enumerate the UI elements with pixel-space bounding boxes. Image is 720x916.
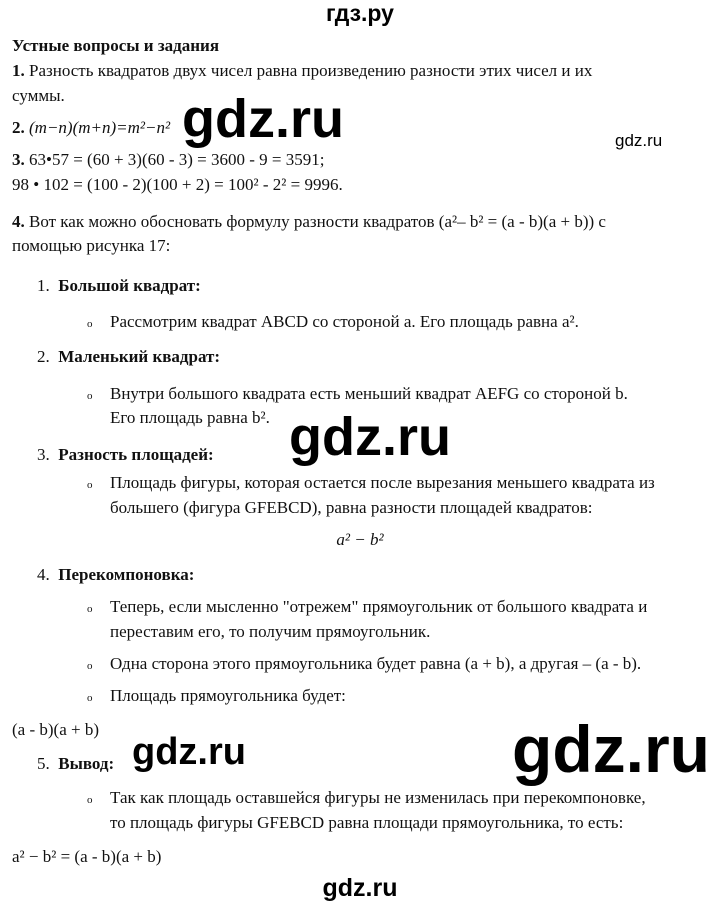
watermark: gdz.ru	[289, 407, 451, 467]
bullet-icon: o	[87, 794, 93, 806]
q3-line1: 3. 63•57 = (60 + 3)(60 - 3) = 3600 - 9 = 3591;	[12, 150, 325, 169]
q4-line2: помощью рисунка 17:	[12, 236, 171, 255]
site-header: гдз.ру	[326, 0, 394, 26]
section-heading: Устные вопросы и задания	[12, 36, 220, 55]
step-3-bullet-line2: большего (фигура GFEBCD), равна разности площадей квадратов:	[110, 498, 593, 517]
watermark: gdz.ru	[182, 89, 344, 149]
step-2-bullet-line2: Его площадь равна b².	[110, 408, 270, 427]
q1-line2: суммы.	[12, 86, 65, 105]
watermark: gdz.ru	[615, 131, 663, 150]
bullet-icon: o	[87, 660, 93, 672]
q3-line2: 98 • 102 = (100 - 2)(100 + 2) = 100² - 2² = 9996.	[12, 175, 343, 194]
step-4-bullet-1-line2: переставим его, то получим прямоугольник.	[110, 622, 431, 641]
watermark: gdz.ru	[322, 874, 398, 902]
step-5-formula: a² − b² = (a - b)(a + b)	[12, 847, 162, 866]
step-4-title: 4. Перекомпоновка:	[37, 565, 195, 584]
bullet-icon: o	[87, 479, 93, 491]
step-3-formula: a² − b²	[336, 530, 384, 549]
step-3-bullet-line1: Площадь фигуры, которая остается после вырезания меньшего квадрата из	[110, 473, 655, 492]
bullet-icon: o	[87, 390, 93, 402]
bullet-icon: o	[87, 603, 93, 615]
step-3-title: 3. Разность площадей:	[37, 445, 214, 464]
step-4-formula: (a - b)(a + b)	[12, 720, 99, 739]
step-2-bullet-line1: Внутри большого квадрата есть меньший квадрат AEFG со стороной b.	[110, 384, 628, 403]
step-1-bullet: Рассмотрим квадрат ABCD со стороной a. Его площадь равна a².	[110, 312, 579, 331]
step-1-title: 1. Большой квадрат:	[37, 276, 201, 295]
step-2-title: 2. Маленький квадрат:	[37, 347, 221, 366]
step-5-bullet-line1: Так как площадь оставшейся фигуры не изменилась при перекомпоновке,	[110, 788, 646, 807]
step-4-bullet-2: Одна сторона этого прямоугольника будет равна (a + b), а другая – (a - b).	[110, 654, 642, 673]
watermark: gdz.ru	[132, 731, 246, 773]
q1-line1: 1. Разность квадратов двух чисел равна произведению разности этих чисел и их	[12, 61, 593, 80]
watermark: gdz.ru	[512, 712, 710, 786]
step-4-bullet-3: Площадь прямоугольника будет:	[110, 686, 346, 705]
bullet-icon: o	[87, 692, 93, 704]
q4-line1: 4. Вот как можно обосновать формулу разности квадратов (a²– b² = (a - b)(a + b)) с	[12, 212, 606, 231]
step-5-bullet-line2: то площадь фигуры GFEBCD равна площади прямоугольника, то есть:	[110, 813, 624, 832]
bullet-icon: o	[87, 318, 93, 330]
q2-line: 2. (m−n)(m+n)=m²−n²	[12, 118, 171, 137]
step-4-bullet-1-line1: Теперь, если мысленно "отрежем" прямоугольник от большого квадрата и	[110, 597, 648, 616]
step-5-title: 5. Вывод:	[37, 754, 115, 773]
